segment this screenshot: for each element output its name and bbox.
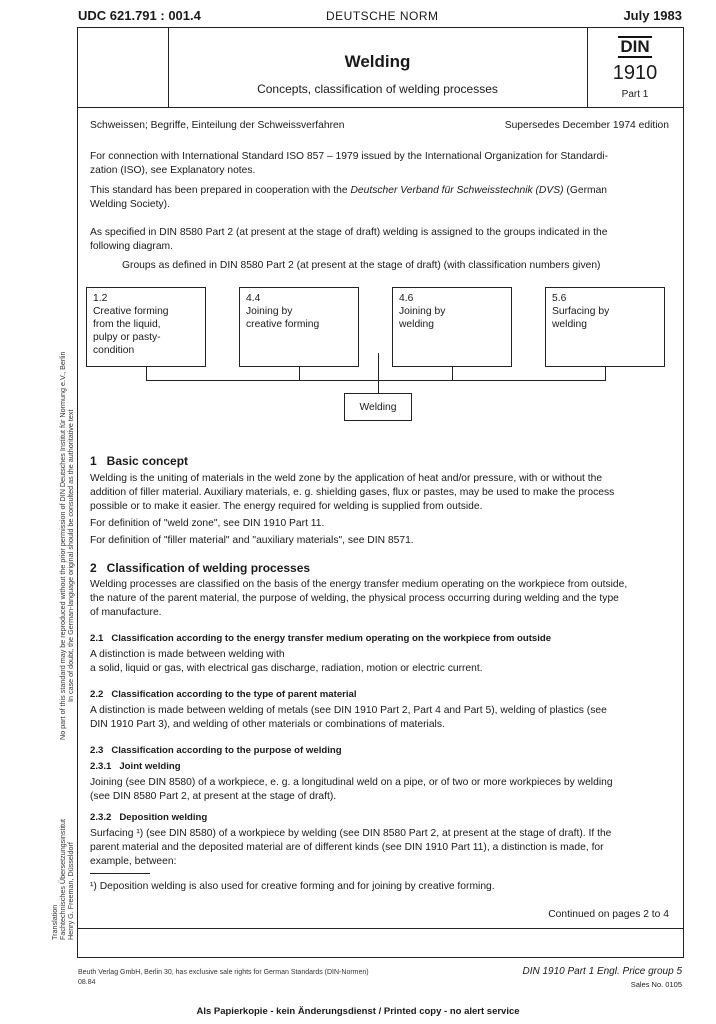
price-reference: DIN 1910 Part 1 Engl. Price group 5 <box>522 966 682 977</box>
diagram-connector-bar <box>146 380 606 381</box>
body-line: addition of filler material. Auxiliary materials, e. g. shielding gases, flux or pastes, may be used to make the process <box>90 487 615 498</box>
print-notice: Als Papierkopie - kein Änderungsdienst / Printed copy - no alert service <box>196 1006 520 1017</box>
section-2-3-1-heading: 2.3.1 Joint welding <box>90 761 181 772</box>
copyright-notice-2: In case of doubt, the German-language original should be consulted as the authoritative text <box>66 409 75 702</box>
document-title: Welding <box>344 52 411 71</box>
diagram-connector <box>452 367 453 380</box>
standard-part: Part 1 <box>621 89 649 100</box>
translator-name: Henry G. Freeman, Düsseldorf <box>66 842 75 940</box>
diagram-connector <box>146 367 147 380</box>
body-line: Welding processes are classified on the basis of the energy transfer medium operating on the workpiece from outside, <box>90 579 628 590</box>
body-line: Welding is the uniting of materials in the weld zone by the application of heat and/or pressure, with or without the <box>90 473 603 484</box>
diagram-box-joining-welding: 4.6 Joining by welding <box>392 287 512 367</box>
body-line: For definition of "filler material" and "auxiliary materials", see DIN 8571. <box>90 535 414 546</box>
section-2-3-2-body <box>90 827 675 869</box>
intro-line: As specified in DIN 8580 Part 2 (at present at the stage of draft) welding is assigned to the groups indicated in the <box>90 227 608 238</box>
dvs-name: Deutscher Verband für Schweisstechnik (DVS) <box>350 185 564 196</box>
edition-code: 08.84 <box>78 979 96 986</box>
section-2-3-heading: 2.3 Classification according to the purpose of welding <box>90 745 342 756</box>
translation-label: Translation <box>50 904 59 940</box>
supersedes-note: Supersedes December 1974 edition <box>504 120 669 131</box>
norm-label: DEUTSCHE NORM <box>326 9 439 23</box>
diagram-box-surfacing: 5.6 Surfacing by welding <box>545 287 665 367</box>
title-divider <box>77 107 684 108</box>
body-line: Joining (see DIN 8580) of a workpiece, e. g. a longitudinal weld on a pipe, or of two or more workpieces by welding <box>90 777 613 788</box>
body-line: the nature of the parent material, the purpose of welding, the physical process occurring during welding and the type <box>90 593 619 604</box>
translation-institute: Fachtechnisches Übersetzungsinstitut <box>58 818 67 940</box>
body-line: parent material and the deposited material are of different kinds (see DIN 1910 Part 11), a distinction is made, for <box>90 842 604 853</box>
body-line: Surfacing ¹) (see DIN 8580) of a workpiece by welding (see DIN 8580 Part 2, at present at the stage of draft). If the <box>90 828 612 839</box>
standard-number: 1910 <box>612 62 658 84</box>
section-1-body <box>90 472 675 548</box>
body-line: For definition of "weld zone", see DIN 1910 Part 11. <box>90 518 325 529</box>
body-line: A distinction is made between welding with <box>90 649 285 660</box>
section-2-3-2-heading: 2.3.2 Deposition welding <box>90 812 208 823</box>
footnote-rule <box>90 873 150 874</box>
intro-line <box>90 184 670 198</box>
german-title: Schweissen; Begriffe, Einteilung der Schweissverfahren <box>90 120 345 131</box>
section-1-heading: 1 Basic concept <box>90 454 189 468</box>
udc-number: UDC 621.791 : 001.4 <box>78 8 201 23</box>
intro-line: following diagram. <box>90 241 173 252</box>
din-logo <box>600 36 670 58</box>
intro-paragraph-2 <box>90 184 670 212</box>
lower-divider <box>77 928 684 929</box>
din-logo-text: DIN <box>620 37 650 56</box>
section-2-1-body <box>90 648 675 676</box>
section-2-2-heading: 2.2 Classification according to the type of parent material <box>90 689 357 700</box>
body-line: example, between: <box>90 856 177 867</box>
publication-date: July 1983 <box>623 8 682 23</box>
title-right-divider <box>587 27 588 107</box>
continued-note: Continued on pages 2 to 4 <box>548 909 669 920</box>
intro-paragraph-1 <box>90 150 670 178</box>
section-2-heading: 2 Classification of welding processes <box>90 561 311 575</box>
body-line: of manufacture. <box>90 607 162 618</box>
section-2-3-1-body <box>90 776 675 804</box>
document-subtitle: Concepts, classification of welding processes <box>257 82 498 96</box>
section-2-body <box>90 578 675 620</box>
body-line: A distinction is made between welding of metals (see DIN 1910 Part 2, Part 4 and Part 5), welding of plastics (see <box>90 705 607 716</box>
body-line: (see DIN 8580 Part 2, at present at the stage of draft). <box>90 791 337 802</box>
sales-number: Sales No. 0105 <box>630 980 682 989</box>
intro-line: For connection with International Standard ISO 857 – 1979 issued by the International Organization for Standardi- <box>90 151 609 162</box>
publisher-note: Beuth Verlag GmbH, Berlin 30, has exclusive sale rights for German Standards (DIN-Normen) <box>78 969 369 976</box>
diagram-box-joining-creative: 4.4 Joining by creative forming <box>239 287 359 367</box>
section-2-1-heading: 2.1 Classification according to the energy transfer medium operating on the workpiece from outside <box>90 633 552 644</box>
body-line: a solid, liquid or gas, with electrical gas discharge, radiation, motion or electric current. <box>90 663 483 674</box>
diagram-root-welding: Welding <box>344 393 412 421</box>
intro-text: (German <box>563 185 608 196</box>
intro-paragraph-3 <box>90 226 670 254</box>
section-2-2-body <box>90 704 675 732</box>
diagram-connector <box>299 367 300 380</box>
intro-line: Welding Society). <box>90 199 170 210</box>
intro-line: zation (ISO), see Explanatory notes. <box>90 165 256 176</box>
body-line: DIN 1910 Part 3), and welding of other materials or combinations of materials. <box>90 719 445 730</box>
intro-text: This standard has been prepared in cooperation with the <box>90 185 351 196</box>
diagram-connector-trunk <box>378 353 379 393</box>
copyright-notice: No part of this standard may be reproduced without the prior permission of DIN Deutsches Institut für Normung e.V., Berlin <box>58 351 67 740</box>
footnote: ¹) Deposition welding is also used for creative forming and for joining by creative forming. <box>90 881 495 892</box>
diagram-box-creative-forming: 1.2 Creative forming from the liquid, pulpy or pasty- condition <box>86 287 206 367</box>
body-line: possible or to make it easier. The energy required for welding is supplied from outside. <box>90 501 483 512</box>
diagram-connector <box>605 367 606 380</box>
diagram-caption: Groups as defined in DIN 8580 Part 2 (at present at the stage of draft) (with classification numbers given) <box>122 260 601 271</box>
